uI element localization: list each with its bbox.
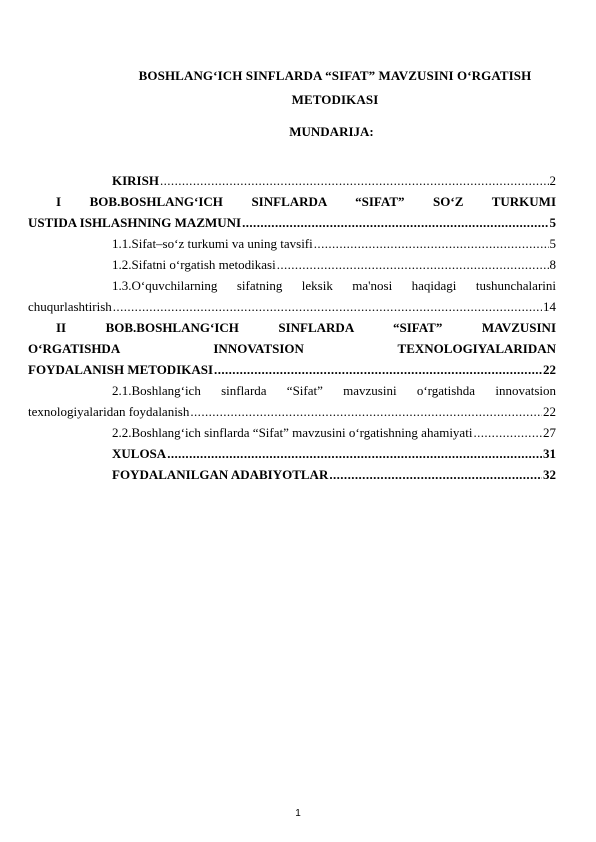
toc-entry-1-1[interactable] [84, 233, 556, 254]
toc-label-line-2: USTIDA ISHLASHNING MAZMUNI [28, 215, 242, 230]
toc-page: 5 [549, 215, 556, 230]
page-number: 1 [295, 808, 301, 819]
toc-label-line-2: chuqurlashtirish [28, 299, 112, 314]
toc-entry-1-3[interactable] [28, 275, 556, 317]
toc-label-line-1: I BOB.BOSHLANG‘ICH SINFLARDA “SIFAT” SO‘Z TURKUMI [56, 194, 556, 209]
toc-leader [214, 359, 542, 380]
toc-label-line-2-row [28, 212, 556, 233]
toc-label-line-1: 2.1.Boshlang‘ich sinflarda “Sifat” mavzusini o‘rgatishda innovatsion [112, 383, 556, 398]
toc-entry-2-2[interactable] [84, 422, 556, 443]
toc-leader [473, 422, 542, 443]
toc-entry-kirish[interactable] [84, 170, 556, 191]
toc-label-line-2-row [28, 296, 556, 317]
title-line-1: BOSHLANG‘ICH SINFLARDA “SIFAT” MAVZUSINI O‘RGATISH [138, 68, 532, 83]
toc-label-line-1: 1.3.O‘quvchilarning sifatning leksik ma'nosi haqidagi tushunchalarini [112, 278, 556, 293]
toc-page: 2 [549, 173, 556, 188]
toc-entry-xulosa[interactable] [84, 443, 556, 464]
toc-page: 22 [543, 404, 556, 419]
toc-page: 14 [543, 299, 556, 314]
toc-leader [277, 254, 549, 275]
toc-entry-chapter-1[interactable] [28, 191, 556, 233]
toc-page: 22 [543, 362, 556, 377]
toc-page: 8 [549, 257, 556, 272]
document-title [120, 64, 550, 112]
toc-label: 2.2.Boshlang‘ich sinflarda “Sifat” mavzusini o‘rgatishning ahamiyati [112, 425, 473, 440]
toc-label: FOYDALANILGAN ADABIYOTLAR [112, 467, 329, 482]
toc-label-line-1: II BOB.BOSHLANG‘ICH SINFLARDA “SIFAT” MAVZUSINI [56, 320, 556, 335]
toc-leader [314, 233, 549, 254]
toc-entry-1-2[interactable] [84, 254, 556, 275]
toc-page: 32 [543, 467, 556, 482]
toc-label-line-2: texnologiyalaridan foydalanish [28, 404, 190, 419]
toc-label-line-3: FOYDALANISH METODIKASI [28, 362, 214, 377]
toc-label: XULOSA [112, 446, 167, 461]
toc-label-line-3-row [28, 359, 556, 380]
toc-label: 1.2.Sifatni o‘rgatish metodikasi [112, 257, 276, 272]
toc-entry-2-1[interactable] [28, 380, 556, 422]
toc-entry-chapter-2[interactable] [28, 317, 556, 380]
title-line-2: METODIKASI [291, 92, 379, 107]
toc-label: 1.1.Sifat–so‘z turkumi va uning tavsifi [112, 236, 313, 251]
toc-page: 27 [543, 425, 556, 440]
toc-leader [113, 296, 542, 317]
toc-page: 31 [543, 446, 556, 461]
toc-page: 5 [549, 236, 556, 251]
toc-heading: MUNDARIJA: [289, 124, 374, 139]
toc-entry-adabiyotlar[interactable] [84, 464, 556, 485]
toc-leader [242, 212, 548, 233]
toc-leader [329, 464, 542, 485]
table-of-contents [28, 170, 556, 485]
toc-leader [167, 443, 542, 464]
toc-label-line-2: O‘RGATISHDA INNOVATSION TEXNOLOGIYALARIDAN [28, 341, 556, 356]
toc-label: KIRISH [112, 173, 159, 188]
toc-label-line-2-row [28, 401, 556, 422]
toc-leader [160, 170, 549, 191]
toc-leader [190, 401, 542, 422]
